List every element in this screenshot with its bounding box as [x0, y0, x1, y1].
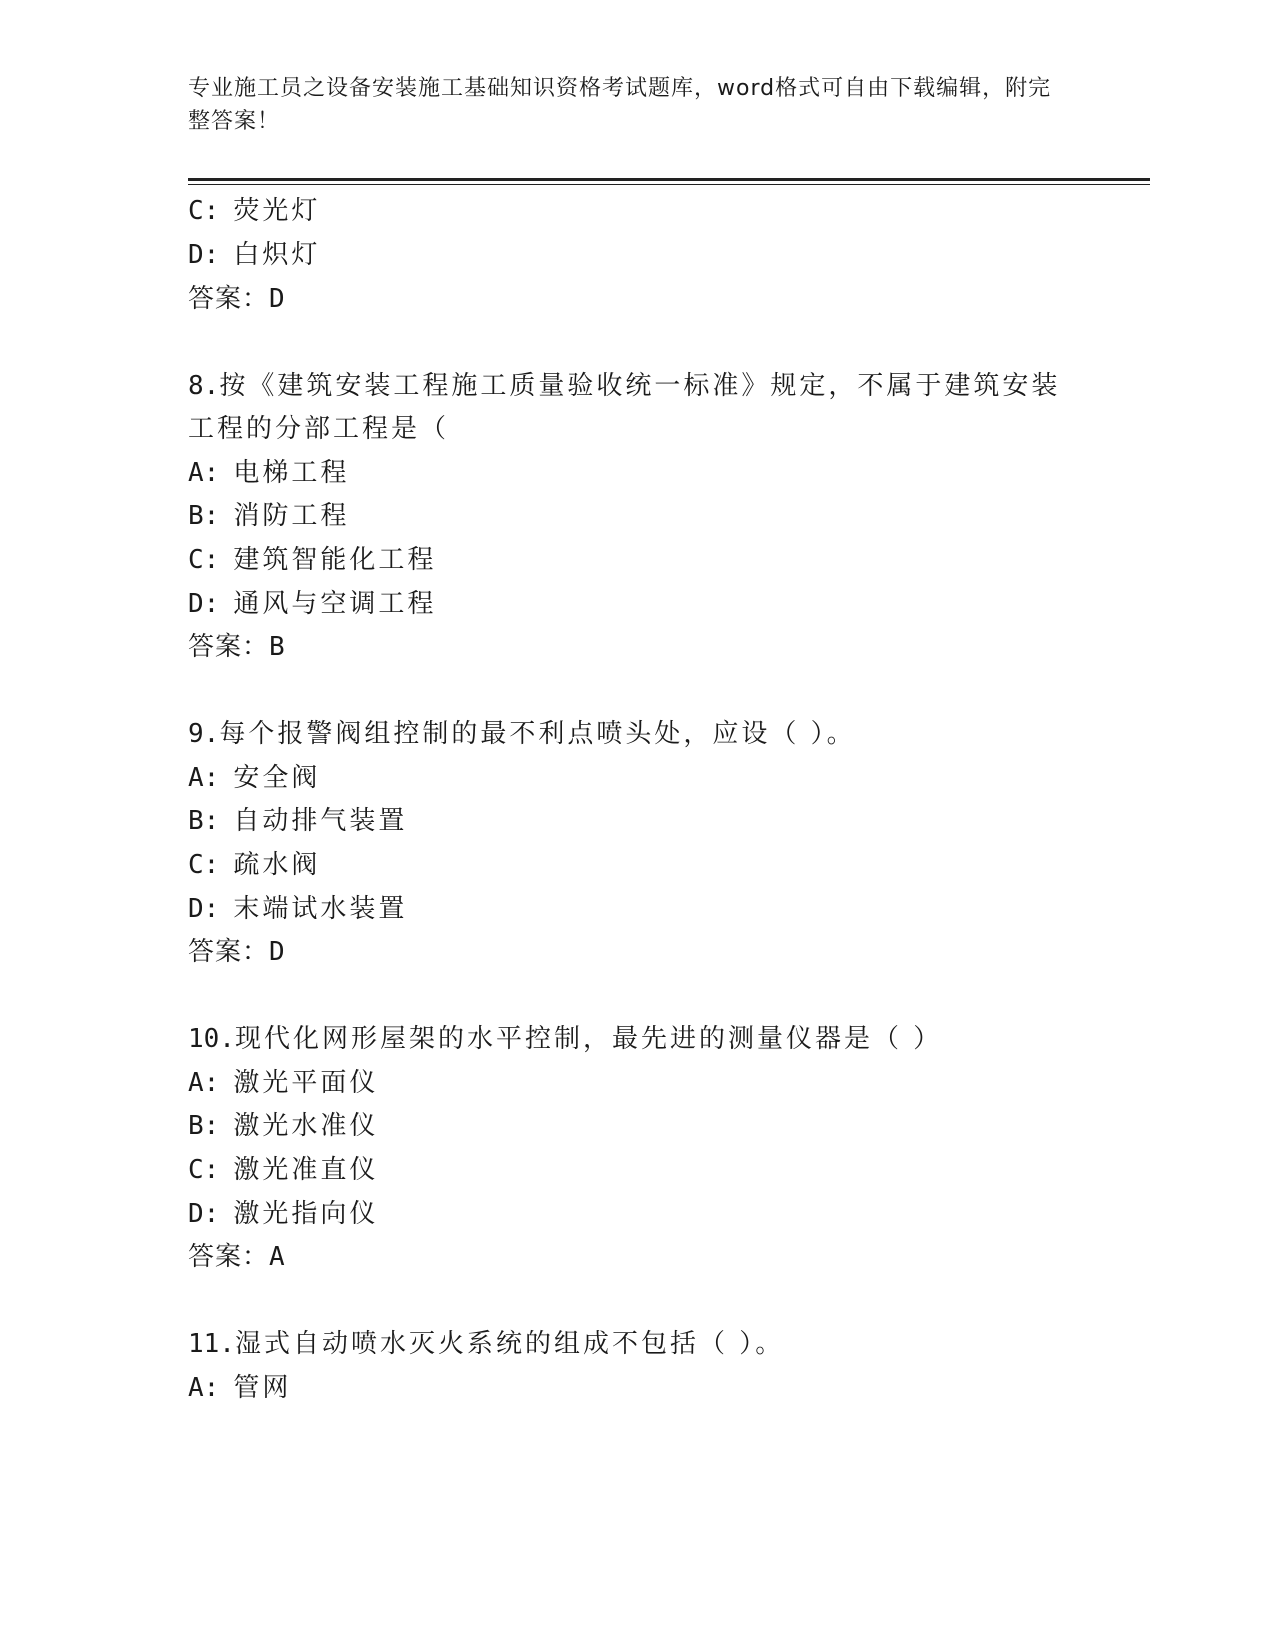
option-text: 白炽灯 [233, 240, 321, 270]
question-stem [188, 1326, 784, 1362]
question-stem [188, 1021, 942, 1057]
option-line [188, 455, 349, 491]
option-letter: D: [188, 240, 220, 270]
option-letter: D: [188, 894, 220, 924]
option-letter: B: [188, 1111, 220, 1141]
option-text: 建筑智能化工程 [233, 545, 437, 575]
answer-line [188, 1239, 286, 1275]
option-letter: A: [188, 1373, 220, 1403]
option-text: 消防工程 [233, 501, 350, 531]
answer-label: 答案： [188, 937, 270, 967]
option-line [188, 803, 407, 839]
question-text: 现代化网形屋架的水平控制，最先进的测量仪器是（ ） [234, 1024, 943, 1054]
option-letter: C: [188, 196, 220, 226]
option-line [188, 1065, 378, 1101]
question-text: 湿式自动喷水灭火系统的组成不包括（ ）。 [234, 1329, 785, 1359]
answer-label: 答案： [188, 632, 270, 662]
answer-line [188, 934, 286, 970]
answer-label: 答案： [188, 284, 270, 314]
option-text: 激光水准仪 [233, 1111, 379, 1141]
header-divider-thin [188, 184, 1150, 185]
question-number: 10. [188, 1024, 235, 1054]
option-text: 激光准直仪 [233, 1155, 379, 1185]
option-letter: A: [188, 763, 220, 793]
question-text: 按《建筑安装工程施工质量验收统一标准》规定，不属于建筑安装 [219, 371, 1061, 401]
option-line [188, 193, 320, 229]
option-text: 末端试水装置 [233, 894, 408, 924]
option-letter: B: [188, 806, 220, 836]
option-line [188, 542, 436, 578]
option-letter: D: [188, 589, 220, 619]
option-text: 疏水阀 [233, 850, 321, 880]
option-line [188, 760, 320, 796]
option-line [188, 1370, 291, 1406]
option-letter: D: [188, 1199, 220, 1229]
option-text: 电梯工程 [233, 458, 350, 488]
option-text: 激光指向仪 [233, 1199, 379, 1229]
option-text: 通风与空调工程 [233, 589, 437, 619]
option-line [188, 1152, 378, 1188]
question-stem [188, 716, 856, 752]
answer-value: B [269, 632, 286, 662]
option-letter: C: [188, 850, 220, 880]
answer-label: 答案： [188, 1242, 270, 1272]
question-number: 8. [188, 371, 220, 401]
question-text: 每个报警阀组控制的最不利点喷头处，应设（ ）。 [219, 719, 856, 749]
option-line [188, 237, 320, 273]
header-divider-thick [188, 178, 1150, 181]
option-line [188, 1108, 378, 1144]
option-text: 安全阀 [233, 763, 321, 793]
question-number: 11. [188, 1329, 235, 1359]
option-text: 自动排气装置 [233, 806, 408, 836]
option-letter: B: [188, 501, 220, 531]
option-letter: C: [188, 545, 220, 575]
answer-line [188, 281, 286, 317]
option-text: 激光平面仪 [233, 1068, 379, 1098]
document-header: 专业施工员之设备安装施工基础知识资格考试题库，word格式可自由下载编辑，附完整答案！ [188, 76, 1052, 134]
option-line [188, 586, 436, 622]
question-number: 9. [188, 719, 220, 749]
option-text: 管网 [233, 1373, 292, 1403]
option-letter: C: [188, 1155, 220, 1185]
question-stem [188, 368, 1060, 404]
answer-value: D [269, 937, 286, 967]
option-line [188, 498, 349, 534]
question-stem-continued: 工程的分部工程是（ [188, 414, 450, 444]
option-line [188, 847, 320, 883]
answer-value: D [269, 284, 286, 314]
option-letter: A: [188, 1068, 220, 1098]
option-text: 荧光灯 [233, 196, 321, 226]
option-line [188, 1196, 378, 1232]
option-line [188, 891, 407, 927]
option-letter: A: [188, 458, 220, 488]
answer-line [188, 629, 286, 665]
answer-value: A [269, 1242, 286, 1272]
